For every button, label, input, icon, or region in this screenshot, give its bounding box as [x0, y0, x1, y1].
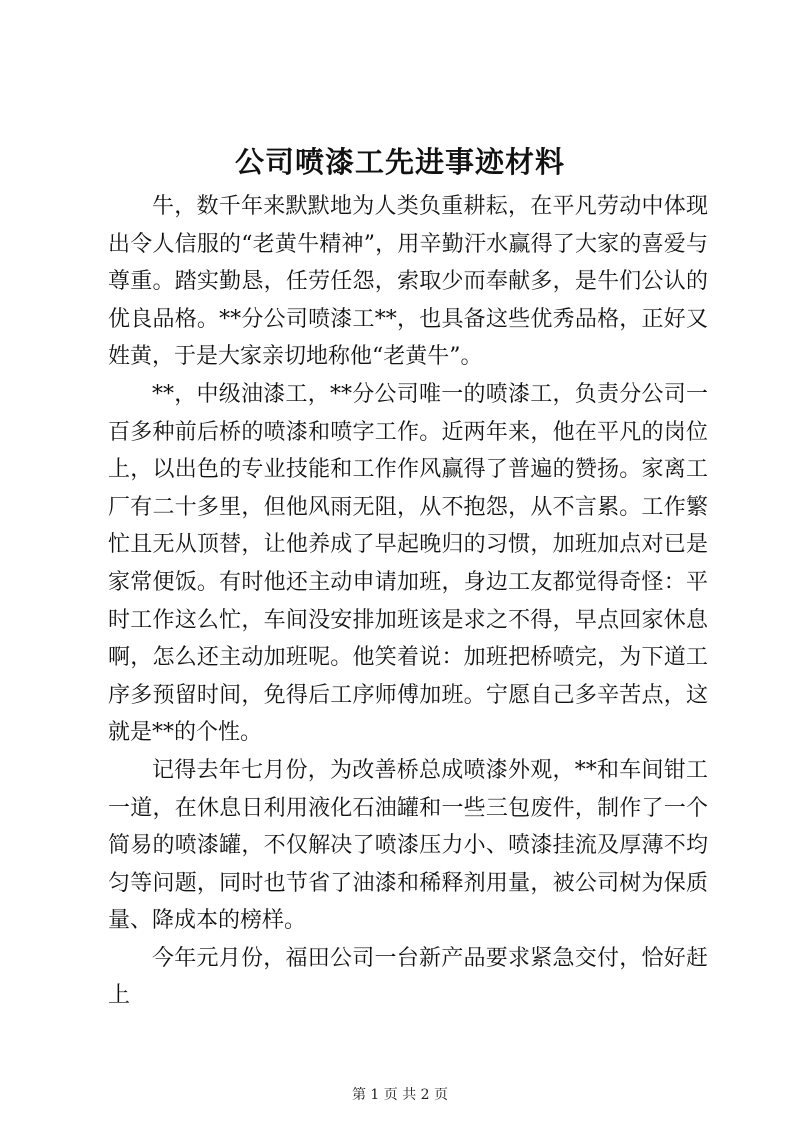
paragraph-1: 牛，数千年来默默地为人类负重耕耘，在平凡劳动中体现出令人信服的“老黄牛精神”，用辛勤汗水赢得了大家的喜爱与尊重。踏实勤恳，任劳任怨，索取少而奉献多，是牛们公认的优良品格。**分公司喷漆工**，也具备这些优秀品格，正好又姓黄，于是大家亲切地称他“老黄牛”。 [108, 194, 708, 370]
page-number-footer: 第 1 页 共 2 页 [351, 1087, 449, 1103]
paragraph-3: 记得去年七月份，为改善桥总成喷漆外观，**和车间钳工一道，在休息日利用液化石油罐和一些三包废件，制作了一个简易的喷漆罐，不仅解决了喷漆压力小、喷漆挂流及厚薄不均匀等问题，同时也节省了油漆和稀释剂用量，被公司树为保质量、降成本的榜样。 [108, 757, 708, 934]
document-title: 公司喷漆工先进事迹材料 [234, 145, 565, 179]
paragraph-4: 今年元月份，福田公司一台新产品要求紧急交付，恰好赶上 [108, 945, 708, 1009]
paragraph-2: **，中级油漆工，**分公司唯一的喷漆工，负责分公司一百多种前后桥的喷漆和喷字工作。近两年来，他在平凡的岗位上，以出色的专业技能和工作作风赢得了普遍的赞扬。家离工厂有二十多里，但他风雨无阻，从不抱怨，从不言累。工作繁忙且无从顶替，让他养成了早起晚归的习惯，加班加点对已是家常便饭。有时他还主动申请加班，身边工友都觉得奇怪：平时工作这么忙，车间没安排加班该是求之不得，早点回家休息啊，怎么还主动加班呢。他笑着说：加班把桥喷完，为下道工序多预留时间，免得后工序师傅加班。宁愿自己多辛苦点，这就是**的个性。 [108, 381, 708, 746]
document-body [108, 188, 708, 1015]
